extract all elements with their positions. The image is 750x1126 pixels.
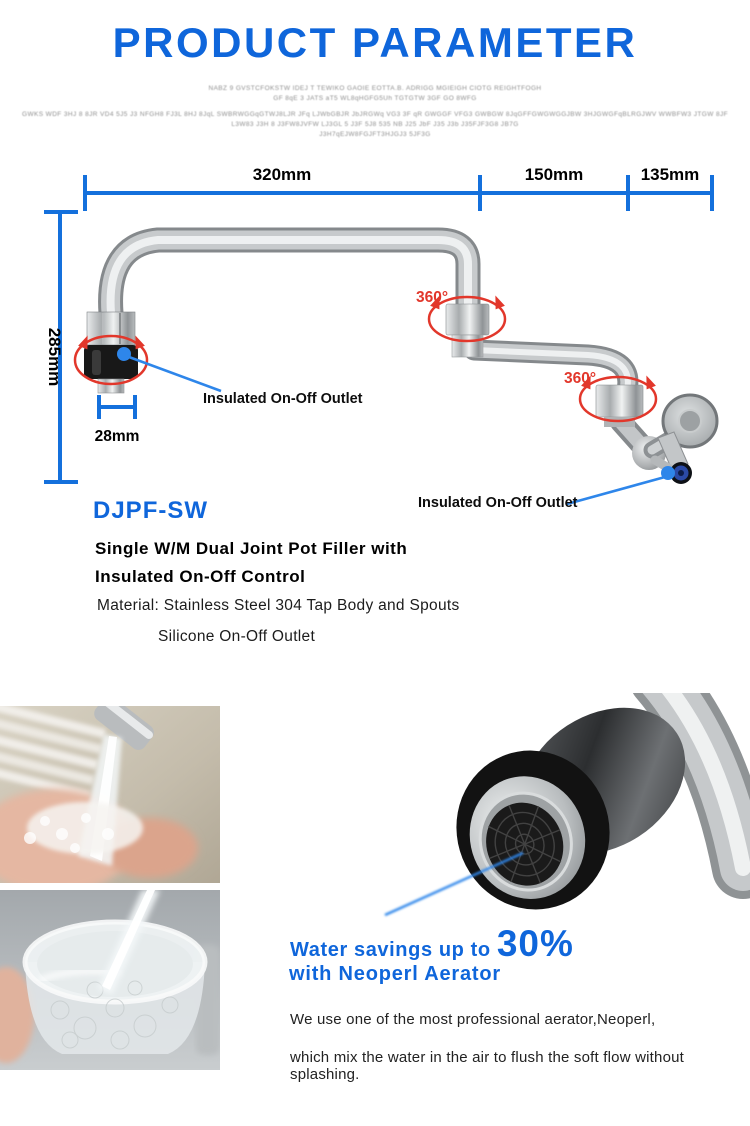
- dim-28mm: 28mm: [94, 428, 140, 445]
- model-number: DJPF-SW: [93, 497, 208, 524]
- fine-print-line: NABZ 9 GVSTCFOKSTW IDEJ T TEWIKO GAOIE EOTTA.B. ADRIGG MGIEIGH CIOTG REIGHTFOGH: [208, 85, 542, 92]
- product-name-line2: Insulated On-Off Control: [95, 567, 306, 586]
- page-title: PRODUCT PARAMETER: [112, 19, 638, 66]
- callout-dot-right: [661, 466, 675, 480]
- dimension-top: [85, 175, 712, 211]
- fine-print-line: J3H7qEJW8FGJFT3HJGJ3 5JF3G: [319, 131, 431, 138]
- photo-water-glass: [0, 890, 220, 1070]
- faucet-middle-arm: [474, 350, 628, 390]
- dim-150mm: 150mm: [524, 165, 584, 184]
- material-line1: Material: Stainless Steel 304 Tap Body and Spouts: [97, 597, 460, 614]
- rotation-label-2: 360°: [564, 370, 597, 387]
- foam: [27, 802, 143, 854]
- neoperl-headline: with Neoperl Aerator: [289, 963, 501, 985]
- product-name-line1: Single W/M Dual Joint Pot Filler with: [95, 539, 408, 558]
- leader-line-right: [567, 477, 665, 504]
- aerator-body-line2: which mix the water in the air to flush the soft flow without splashing.: [290, 1049, 685, 1083]
- dimension-spout-width: [99, 395, 135, 419]
- fine-print-block: [0, 84, 750, 140]
- water-savings-headline: [290, 923, 574, 965]
- fine-print-line: GF 8qE 3 JATS aT5 WL8qHGFG5Uh TGTGTW 3GF GO 8WFG: [273, 95, 477, 102]
- headline-prefix: Water savings up to: [290, 939, 497, 961]
- outlet-callout-right: Insulated On-Off Outlet: [418, 495, 578, 510]
- fine-print-line: L3W83 J3H 8 J3FW8JVFW LJ3GL 5 J3F 5J8 535 NB J25 JbF J35 J3b J35FJF3G8 JB7G: [231, 121, 519, 128]
- outlet-callout-left: Insulated On-Off Outlet: [203, 391, 363, 407]
- dim-135mm: 135mm: [640, 165, 700, 184]
- material-line2: Silicone On-Off Outlet: [158, 628, 316, 645]
- aerator-body-line1: We use one of the most professional aerator,Neoperl,: [290, 1011, 656, 1028]
- dim-285mm: 285mm: [45, 327, 64, 387]
- dim-320mm: 320mm: [252, 165, 312, 184]
- rotation-label-1: 360°: [416, 289, 449, 306]
- faucet-spout-tube: [111, 240, 468, 313]
- photo-hand-washing: [0, 706, 220, 883]
- dimension-diagram: [0, 150, 750, 510]
- aerator-closeup: [375, 693, 750, 943]
- leader-line-left: [129, 357, 221, 391]
- headline-value: 30%: [496, 923, 574, 964]
- callout-dot-left: [117, 347, 131, 361]
- fine-print-line: GWKS WDF 3HJ 8 8JR VD4 5J5 J3 NFGH8 FJ3L 8HJ 8JqL SWBRWGGqGTWJ8LJR JFq LJWbGBJR JbJRGWq VG3 3F qR GWGGF VFG3 GWBGW 8JqGFFGWGWGGJBW 3HJGWGFqBLRGJWV WWBFW3 JTGW 8JF: [22, 111, 728, 118]
- joint-1: [446, 304, 489, 357]
